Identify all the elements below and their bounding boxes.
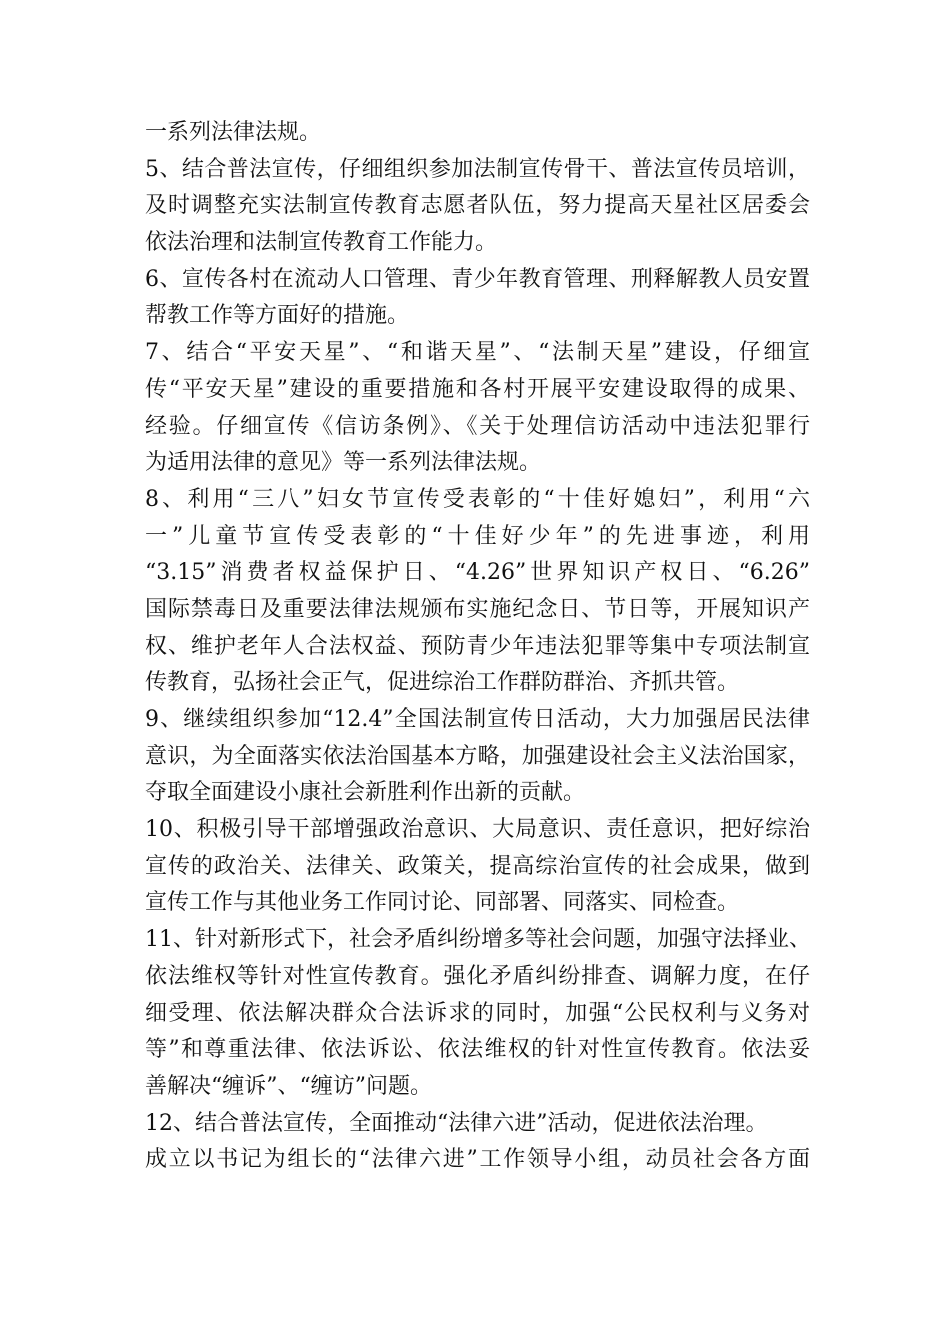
text-line: 及时调整充实法制宣传教育志愿者队伍，努力提高天星社区居委会: [145, 193, 810, 219]
text-line: 8、利用“三八”妇女节宣传受表彰的“十佳好媳妇”，利用“六: [145, 486, 810, 512]
text-line: 国际禁毒日及重要法律法规颁布实施纪念日、节日等，开展知识产: [145, 596, 810, 622]
text-line: 细受理、依法解决群众合法诉求的同时，加强“公民权利与义务对: [145, 1000, 810, 1026]
text-line: 9、继续组织参加“12.4”全国法制宣传日活动，大力加强居民法律: [145, 707, 810, 732]
text-line: 12、结合普法宣传，全面推动“法律六进”活动，促进依法治理。: [145, 1110, 768, 1136]
text-line: 宣传工作与其他业务工作同讨论、同部署、同落实、同检查。: [145, 890, 740, 916]
text-line: 依法治理和法制宣传教育工作能力。: [145, 230, 498, 256]
text-line: 意识，为全面落实依法治国基本方略，加强建设社会主义法治国家，: [145, 743, 810, 769]
text-line: 等”和尊重法律、依法诉讼、依法维权的针对性宣传教育。依法妥: [145, 1037, 810, 1063]
text-line: 传教育，弘扬社会正气，促进综治工作群防群治、齐抓共管。: [145, 670, 740, 696]
text-line: 夺取全面建设小康社会新胜利作出新的贡献。: [145, 780, 586, 806]
text-line: 善解决“缠诉”、“缠访”问题。: [145, 1073, 432, 1099]
text-line: 一系列法律法规。: [145, 120, 322, 145]
text-line: 宣传的政治关、法律关、政策关，提高综治宣传的社会成果，做到: [145, 853, 810, 879]
text-line: 权、维护老年人合法权益、预防青少年违法犯罪等集中专项法制宣: [145, 633, 810, 659]
text-line: 帮教工作等方面好的措施。: [145, 303, 410, 329]
text-line: 5、结合普法宣传，仔细组织参加法制宣传骨干、普法宣传员培训，: [145, 156, 810, 182]
text-line: 11、针对新形式下，社会矛盾纠纷增多等社会问题，加强守法择业、: [145, 927, 811, 953]
text-line: 依法维权等针对性宣传教育。强化矛盾纠纷排查、调解力度，在仔: [145, 963, 810, 989]
text-line: 10、积极引导干部增强政治意识、大局意识、责任意识，把好综治: [145, 817, 810, 843]
text-line: 6、宣传各村在流动人口管理、青少年教育管理、刑释解教人员安置: [145, 266, 810, 292]
document-body: [145, 115, 810, 1179]
text-line: 经验。仔细宣传《信访条例》、《关于处理信访活动中违法犯罪行: [145, 413, 810, 439]
text-line: 成立以书记为组长的“法律六进”工作领导小组，动员社会各方面: [145, 1147, 810, 1173]
text-line: 传“平安天星”建设的重要措施和各村开展平安建设取得的成果、: [145, 376, 810, 402]
text-line: “3.15”消费者权益保护日、“4.26”世界知识产权日、“6.26”: [145, 560, 810, 586]
text-line: 7、结合“平安天星”、“和谐天星”、“法制天星”建设，仔细宣: [145, 340, 810, 366]
text-line: 一”儿童节宣传受表彰的“十佳好少年”的先进事迹，利用: [145, 523, 810, 549]
text-line: 为适用法律的意见》等一系列法律法规。: [145, 450, 542, 476]
